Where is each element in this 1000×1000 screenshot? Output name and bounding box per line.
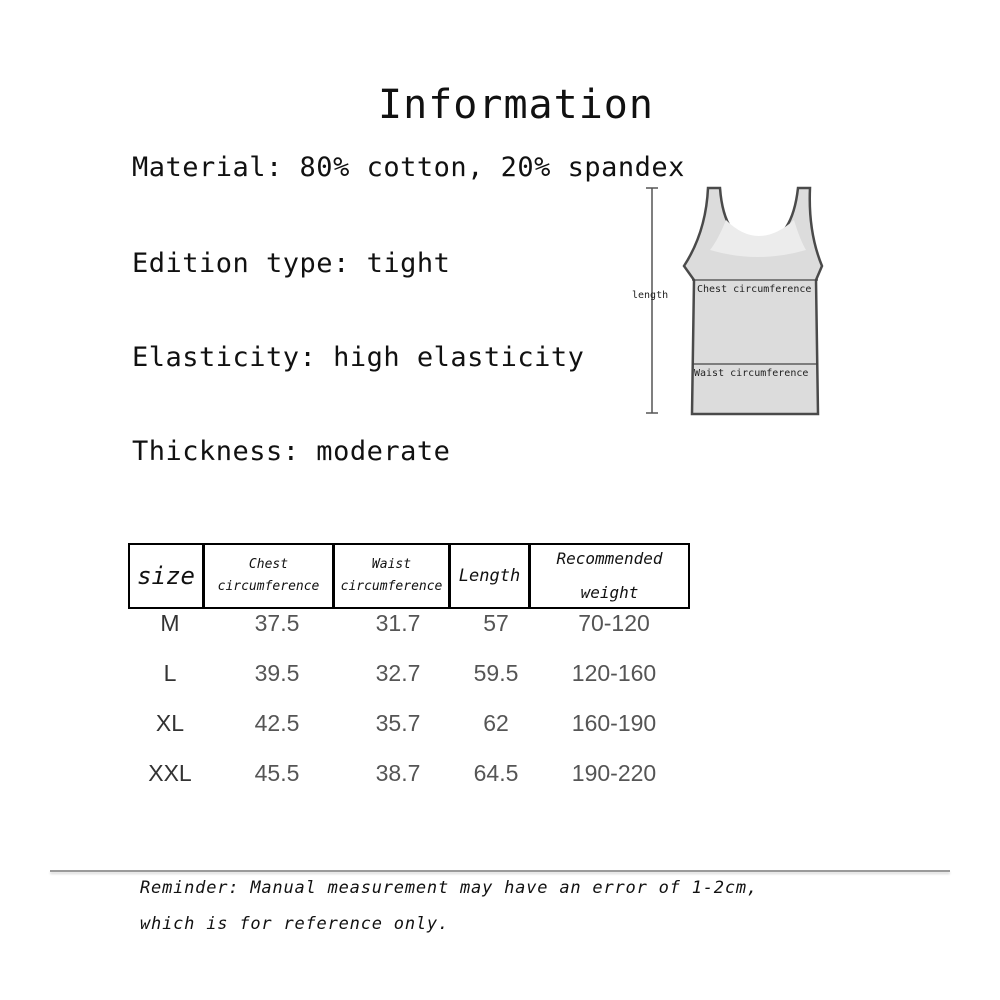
cell-chest: 37.5 xyxy=(254,610,300,636)
header-size: size xyxy=(137,562,195,590)
cell-length: 59.5 xyxy=(473,660,519,686)
header-chest-line1: Chest xyxy=(248,557,289,572)
header-length: Length xyxy=(448,545,528,607)
header-weight-line1: Recommended xyxy=(556,549,663,568)
reminder-line-1: Reminder: Manual measurement may have an error of 1-2cm, xyxy=(140,878,758,898)
cell-size: L xyxy=(163,660,177,686)
tank-top-icon xyxy=(618,180,838,430)
header-chest-line2: circumference xyxy=(217,579,320,594)
cell-length: 62 xyxy=(483,710,509,736)
spec-elasticity: Elasticity: high elasticity xyxy=(132,342,585,373)
cell-size: XXL xyxy=(148,760,192,786)
header-waist-line1: Waist xyxy=(371,557,412,572)
spec-edition-type: Edition type: tight xyxy=(132,248,451,279)
length-label: length xyxy=(632,290,669,301)
waist-circumference-label: Waist circumference xyxy=(694,368,809,379)
cell-waist: 35.7 xyxy=(375,710,421,736)
cell-length: 64.5 xyxy=(473,760,519,786)
cell-chest: 45.5 xyxy=(254,760,300,786)
table-row xyxy=(128,660,690,700)
table-row xyxy=(128,710,690,750)
page-title: Information xyxy=(378,82,654,128)
table-row xyxy=(128,610,690,650)
tank-top-diagram xyxy=(618,180,838,430)
reminder-line-2: which is for reference only. xyxy=(140,914,449,934)
header-waist-line2: circumference xyxy=(340,579,443,594)
cell-length: 57 xyxy=(483,610,509,636)
divider xyxy=(50,870,950,872)
cell-weight: 120-160 xyxy=(571,660,657,686)
cell-waist: 31.7 xyxy=(375,610,421,636)
cell-size: XL xyxy=(155,710,185,736)
cell-size: M xyxy=(160,610,180,636)
size-table-header xyxy=(128,543,690,609)
header-waist-circumference xyxy=(332,545,448,607)
cell-weight: 70-120 xyxy=(578,610,650,636)
cell-weight: 160-190 xyxy=(571,710,657,736)
chest-circumference-label: Chest circumference xyxy=(697,284,812,295)
cell-weight: 190-220 xyxy=(571,760,657,786)
cell-waist: 38.7 xyxy=(375,760,421,786)
spec-material: Material: 80% cotton, 20% spandex xyxy=(132,152,685,183)
header-weight-line2: weight xyxy=(580,583,639,602)
table-row xyxy=(128,760,690,800)
header-chest-circumference xyxy=(202,545,332,607)
spec-thickness: Thickness: moderate xyxy=(132,436,451,467)
cell-chest: 42.5 xyxy=(254,710,300,736)
cell-chest: 39.5 xyxy=(254,660,300,686)
header-recommended-weight xyxy=(528,545,688,607)
cell-waist: 32.7 xyxy=(375,660,421,686)
